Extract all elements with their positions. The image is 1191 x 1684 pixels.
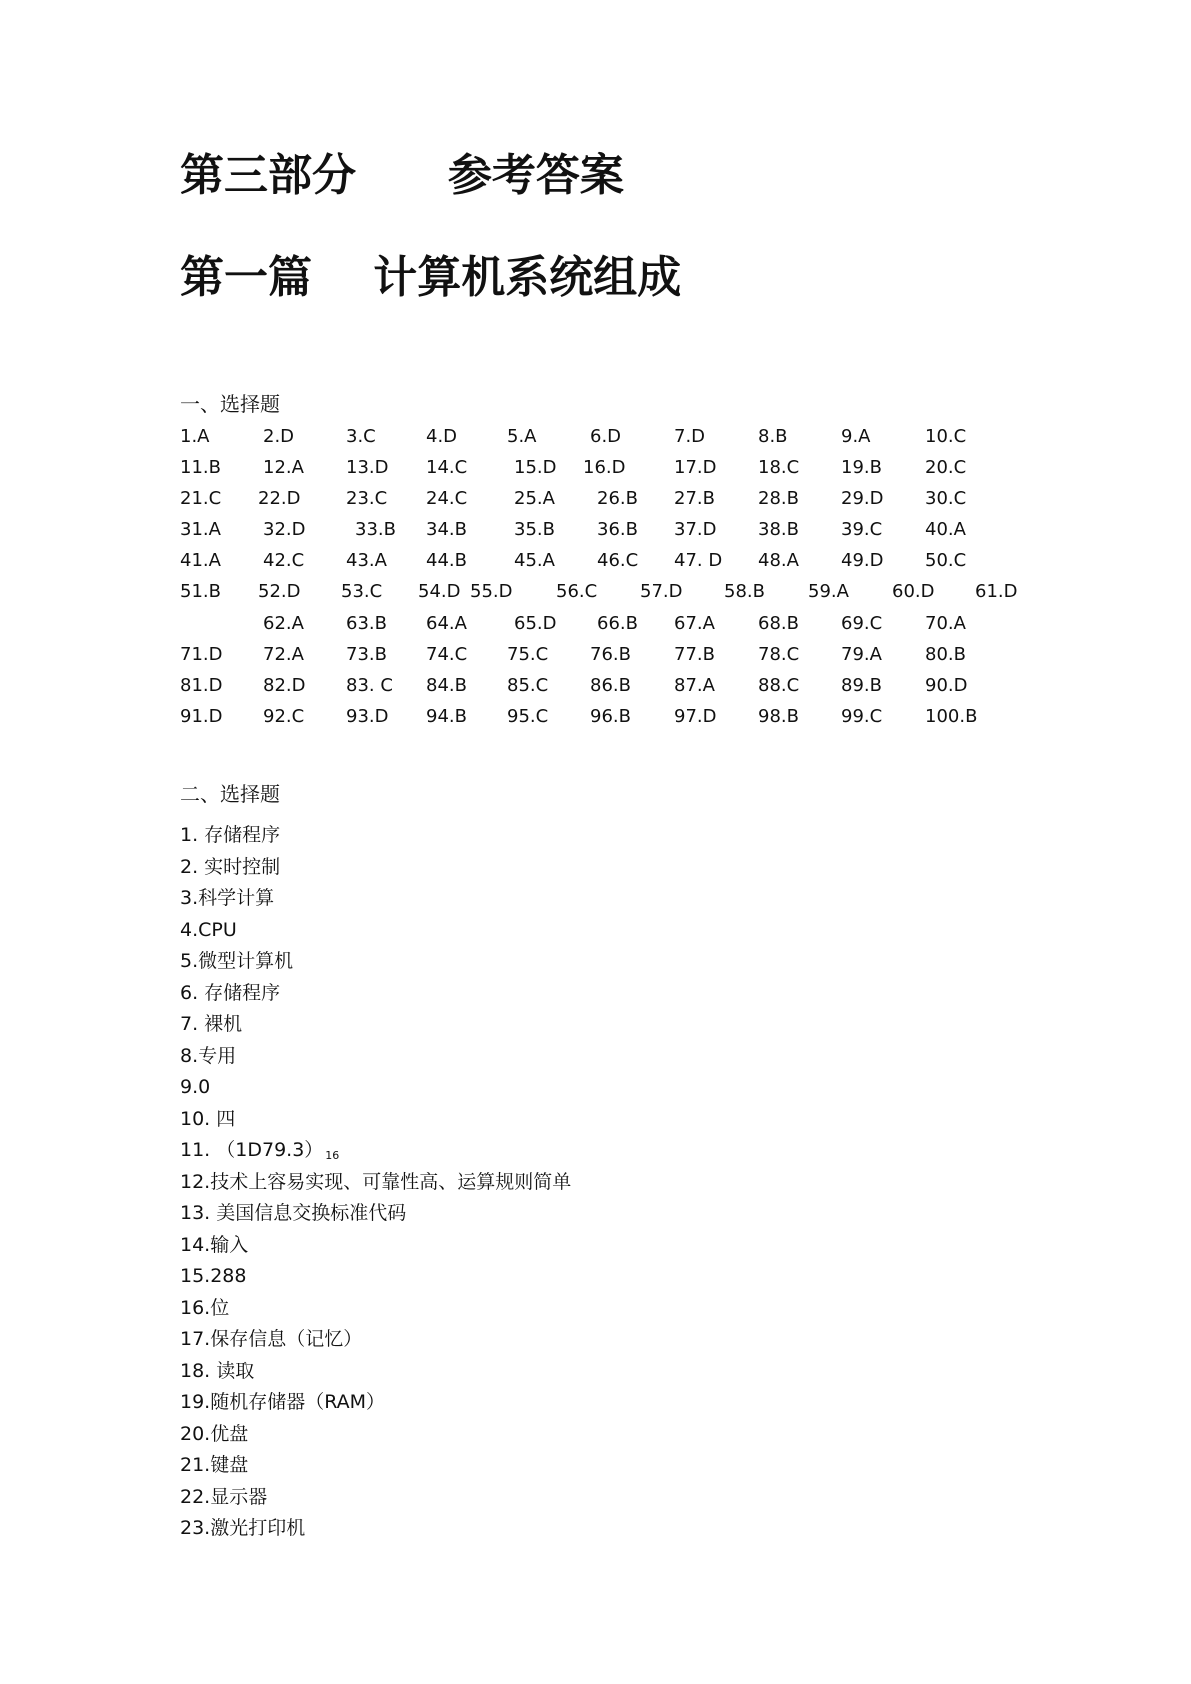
- fill-answer-item: [180, 1387, 571, 1419]
- fill-answer-text: 19.随机存储器（RAM）: [180, 1391, 386, 1413]
- mcq-answer: 13.D: [346, 457, 389, 478]
- mcq-answer: 38.B: [758, 519, 799, 540]
- mcq-answer: 97.D: [674, 706, 717, 727]
- mcq-answer: 68.B: [758, 613, 799, 634]
- mcq-answer: 43.A: [346, 550, 387, 571]
- mcq-answer: 89.B: [841, 675, 882, 696]
- mcq-answer: 48.A: [758, 550, 799, 571]
- fill-answer-text: 4.CPU: [180, 918, 237, 941]
- mcq-answer: 34.B: [426, 519, 467, 540]
- fill-answer-text: 14.输入: [180, 1233, 249, 1256]
- mcq-answer: 99.C: [841, 706, 883, 727]
- mcq-answer: 75.C: [507, 644, 549, 665]
- mcq-answer: 61.D: [975, 581, 1018, 602]
- mcq-answer: 12.A: [263, 457, 304, 478]
- fill-answer-text: 21.键盘: [180, 1454, 249, 1476]
- mcq-answer: 85.C: [507, 675, 549, 696]
- mcq-answer: 18.C: [758, 457, 800, 478]
- mcq-answer: 35.B: [514, 519, 555, 540]
- mcq-answer: 47. D: [674, 550, 723, 571]
- fill-answer-item: [180, 1041, 571, 1073]
- mcq-answer: 72.A: [263, 644, 304, 665]
- fill-answer-item: [180, 820, 571, 852]
- mcq-answer: 64.A: [426, 613, 467, 634]
- mcq-answer: 32.D: [263, 519, 306, 540]
- mcq-answer: 50.C: [925, 550, 967, 571]
- mcq-answer: 26.B: [597, 488, 638, 509]
- fill-answer-item: [180, 978, 571, 1010]
- mcq-answer: 73.B: [346, 644, 387, 665]
- mcq-answer: 94.B: [426, 706, 467, 727]
- mcq-answer: 27.B: [674, 488, 715, 509]
- mcq-answer: 51.B: [180, 581, 221, 602]
- fill-answer-item: [180, 946, 571, 978]
- mcq-answer: 92.C: [263, 706, 305, 727]
- mcq-answer: 62.A: [263, 613, 304, 634]
- mcq-answer: 66.B: [597, 613, 638, 634]
- mcq-answer: 77.B: [674, 644, 715, 665]
- section-2-heading: 二、选择题: [180, 782, 280, 806]
- fill-answer-item: [180, 1261, 571, 1293]
- mcq-answer: 3.C: [346, 426, 376, 447]
- mcq-answer: 6.D: [590, 426, 622, 447]
- base-subscript: 16: [325, 1149, 340, 1162]
- mcq-answer: 59.A: [808, 581, 849, 602]
- mcq-answer: 65.D: [514, 613, 557, 634]
- mcq-answer: 31.A: [180, 519, 221, 540]
- mcq-answer: 19.B: [841, 457, 882, 478]
- fill-answer-text: 6. 存储程序: [180, 981, 281, 1004]
- fill-answer-text: 9.0: [180, 1076, 211, 1098]
- mcq-answer: 67.A: [674, 613, 715, 634]
- mcq-answer: 58.B: [724, 581, 765, 602]
- mcq-answer: 71.D: [180, 644, 223, 665]
- mcq-answer: 25.A: [514, 488, 555, 509]
- mcq-answer: 82.D: [263, 675, 306, 696]
- fill-answer-item: [180, 1482, 571, 1514]
- mcq-answer: 20.C: [925, 457, 967, 478]
- fill-answer-text: 20.优盘: [180, 1422, 249, 1445]
- fill-answer-text: 17.保存信息（记忆）: [180, 1328, 363, 1350]
- mcq-answer: 21.C: [180, 488, 222, 509]
- mcq-answer: 57.D: [640, 581, 683, 602]
- mcq-answer: 11.B: [180, 457, 221, 478]
- multiple-choice-answer-grid: [0, 0, 1191, 760]
- fill-answer-text: 1. 存储程序: [180, 824, 281, 846]
- mcq-answer: 96.B: [590, 706, 631, 727]
- mcq-answer: 2.D: [263, 426, 295, 447]
- mcq-answer: 15.D: [514, 457, 557, 478]
- mcq-answer: 52.D: [258, 581, 301, 602]
- mcq-answer: 17.D: [674, 457, 717, 478]
- mcq-answer: 10.C: [925, 426, 967, 447]
- mcq-answer: 36.B: [597, 519, 638, 540]
- fill-answer-item: [180, 1072, 571, 1104]
- fill-answer-item: [180, 1450, 571, 1482]
- mcq-answer: 78.C: [758, 644, 800, 665]
- part-title: 第三部分 参考答案: [180, 150, 624, 201]
- mcq-answer: 53.C: [341, 581, 383, 602]
- fill-answer-text: 10. 四: [180, 1107, 236, 1130]
- mcq-answer: 39.C: [841, 519, 883, 540]
- fill-answer-item: [180, 1230, 571, 1262]
- mcq-answer: 54.D: [418, 581, 461, 602]
- mcq-answer: 37.D: [674, 519, 717, 540]
- mcq-answer: 95.C: [507, 706, 549, 727]
- fill-answer-item: [180, 1104, 571, 1136]
- mcq-answer: 44.B: [426, 550, 467, 571]
- mcq-answer: 5.A: [507, 426, 537, 447]
- mcq-answer: 1.A: [180, 426, 210, 447]
- fill-answer-item: [180, 883, 571, 915]
- fill-answer-item: [180, 1135, 571, 1167]
- fill-answer-item: [180, 1356, 571, 1388]
- fill-answer-text: 8.专用: [180, 1044, 237, 1067]
- mcq-answer: 8.B: [758, 426, 788, 447]
- mcq-answer: 22.D: [258, 488, 301, 509]
- mcq-answer: 87.A: [674, 675, 715, 696]
- fill-answer-item: [180, 1198, 571, 1230]
- mcq-answer: 69.C: [841, 613, 883, 634]
- fill-answer-item: [180, 915, 571, 947]
- fill-answer-text: 18. 读取: [180, 1359, 255, 1382]
- fill-answer-text: 3.科学计算: [180, 887, 275, 909]
- mcq-answer: 80.B: [925, 644, 966, 665]
- fill-answer-text: 16.位: [180, 1296, 230, 1319]
- mcq-answer: 49.D: [841, 550, 884, 571]
- mcq-answer: 23.C: [346, 488, 388, 509]
- mcq-answer: 30.C: [925, 488, 967, 509]
- mcq-answer: 28.B: [758, 488, 799, 509]
- mcq-answer: 90.D: [925, 675, 968, 696]
- mcq-answer: 41.A: [180, 550, 221, 571]
- mcq-answer: 86.B: [590, 675, 631, 696]
- mcq-answer: 55.D: [470, 581, 513, 602]
- mcq-answer: 14.C: [426, 457, 468, 478]
- fill-answer-item: [180, 1513, 571, 1545]
- mcq-answer: 91.D: [180, 706, 223, 727]
- mcq-answer: 70.A: [925, 613, 966, 634]
- mcq-answer: 9.A: [841, 426, 871, 447]
- mcq-answer: 45.A: [514, 550, 555, 571]
- mcq-answer: 93.D: [346, 706, 389, 727]
- fill-answer-text: 12.技术上容易实现、可靠性高、运算规则简单: [180, 1170, 572, 1193]
- mcq-answer: 4.D: [426, 426, 458, 447]
- mcq-answer: 42.C: [263, 550, 305, 571]
- mcq-answer: 33.B: [355, 519, 396, 540]
- fill-answer-text: 2. 实时控制: [180, 855, 281, 878]
- fill-answer-text: 23.激光打印机: [180, 1517, 306, 1539]
- mcq-answer: 84.B: [426, 675, 467, 696]
- mcq-answer: 74.C: [426, 644, 468, 665]
- mcq-answer: 98.B: [758, 706, 799, 727]
- mcq-answer: 83. C: [346, 675, 393, 696]
- mcq-answer: 60.D: [892, 581, 935, 602]
- fill-answer-item: [180, 852, 571, 884]
- fill-answer-item: [180, 1293, 571, 1325]
- mcq-answer: 24.C: [426, 488, 468, 509]
- mcq-answer: 100.B: [925, 706, 978, 727]
- mcq-answer: 40.A: [925, 519, 966, 540]
- fill-answer-item: [180, 1419, 571, 1451]
- fill-answer-text: 15.288: [180, 1265, 247, 1287]
- mcq-answer: 81.D: [180, 675, 223, 696]
- fill-answer-text: 7. 裸机: [180, 1013, 243, 1035]
- fill-answer-text: 22.显示器: [180, 1485, 268, 1508]
- fill-answer-item: [180, 1009, 571, 1041]
- mcq-answer: 76.B: [590, 644, 631, 665]
- mcq-answer: 88.C: [758, 675, 800, 696]
- section-1-heading: 一、选择题: [180, 392, 280, 416]
- fill-answer-item: [180, 1167, 571, 1199]
- mcq-answer: 29.D: [841, 488, 884, 509]
- mcq-answer: 16.D: [583, 457, 626, 478]
- mcq-answer: 56.C: [556, 581, 598, 602]
- mcq-answer: 46.C: [597, 550, 639, 571]
- fill-answer-item: [180, 1324, 571, 1356]
- mcq-answer: 79.A: [841, 644, 882, 665]
- mcq-answer: 7.D: [674, 426, 706, 447]
- fill-answer-text: 13. 美国信息交换标准代码: [180, 1202, 407, 1224]
- fill-answer-text: 5.微型计算机: [180, 950, 294, 972]
- chapter-title: 第一篇 计算机系统组成: [180, 252, 682, 303]
- fill-answer-text: 11. （1D79.3）: [180, 1139, 324, 1161]
- fill-in-answer-list: [180, 820, 571, 1545]
- mcq-answer: 63.B: [346, 613, 387, 634]
